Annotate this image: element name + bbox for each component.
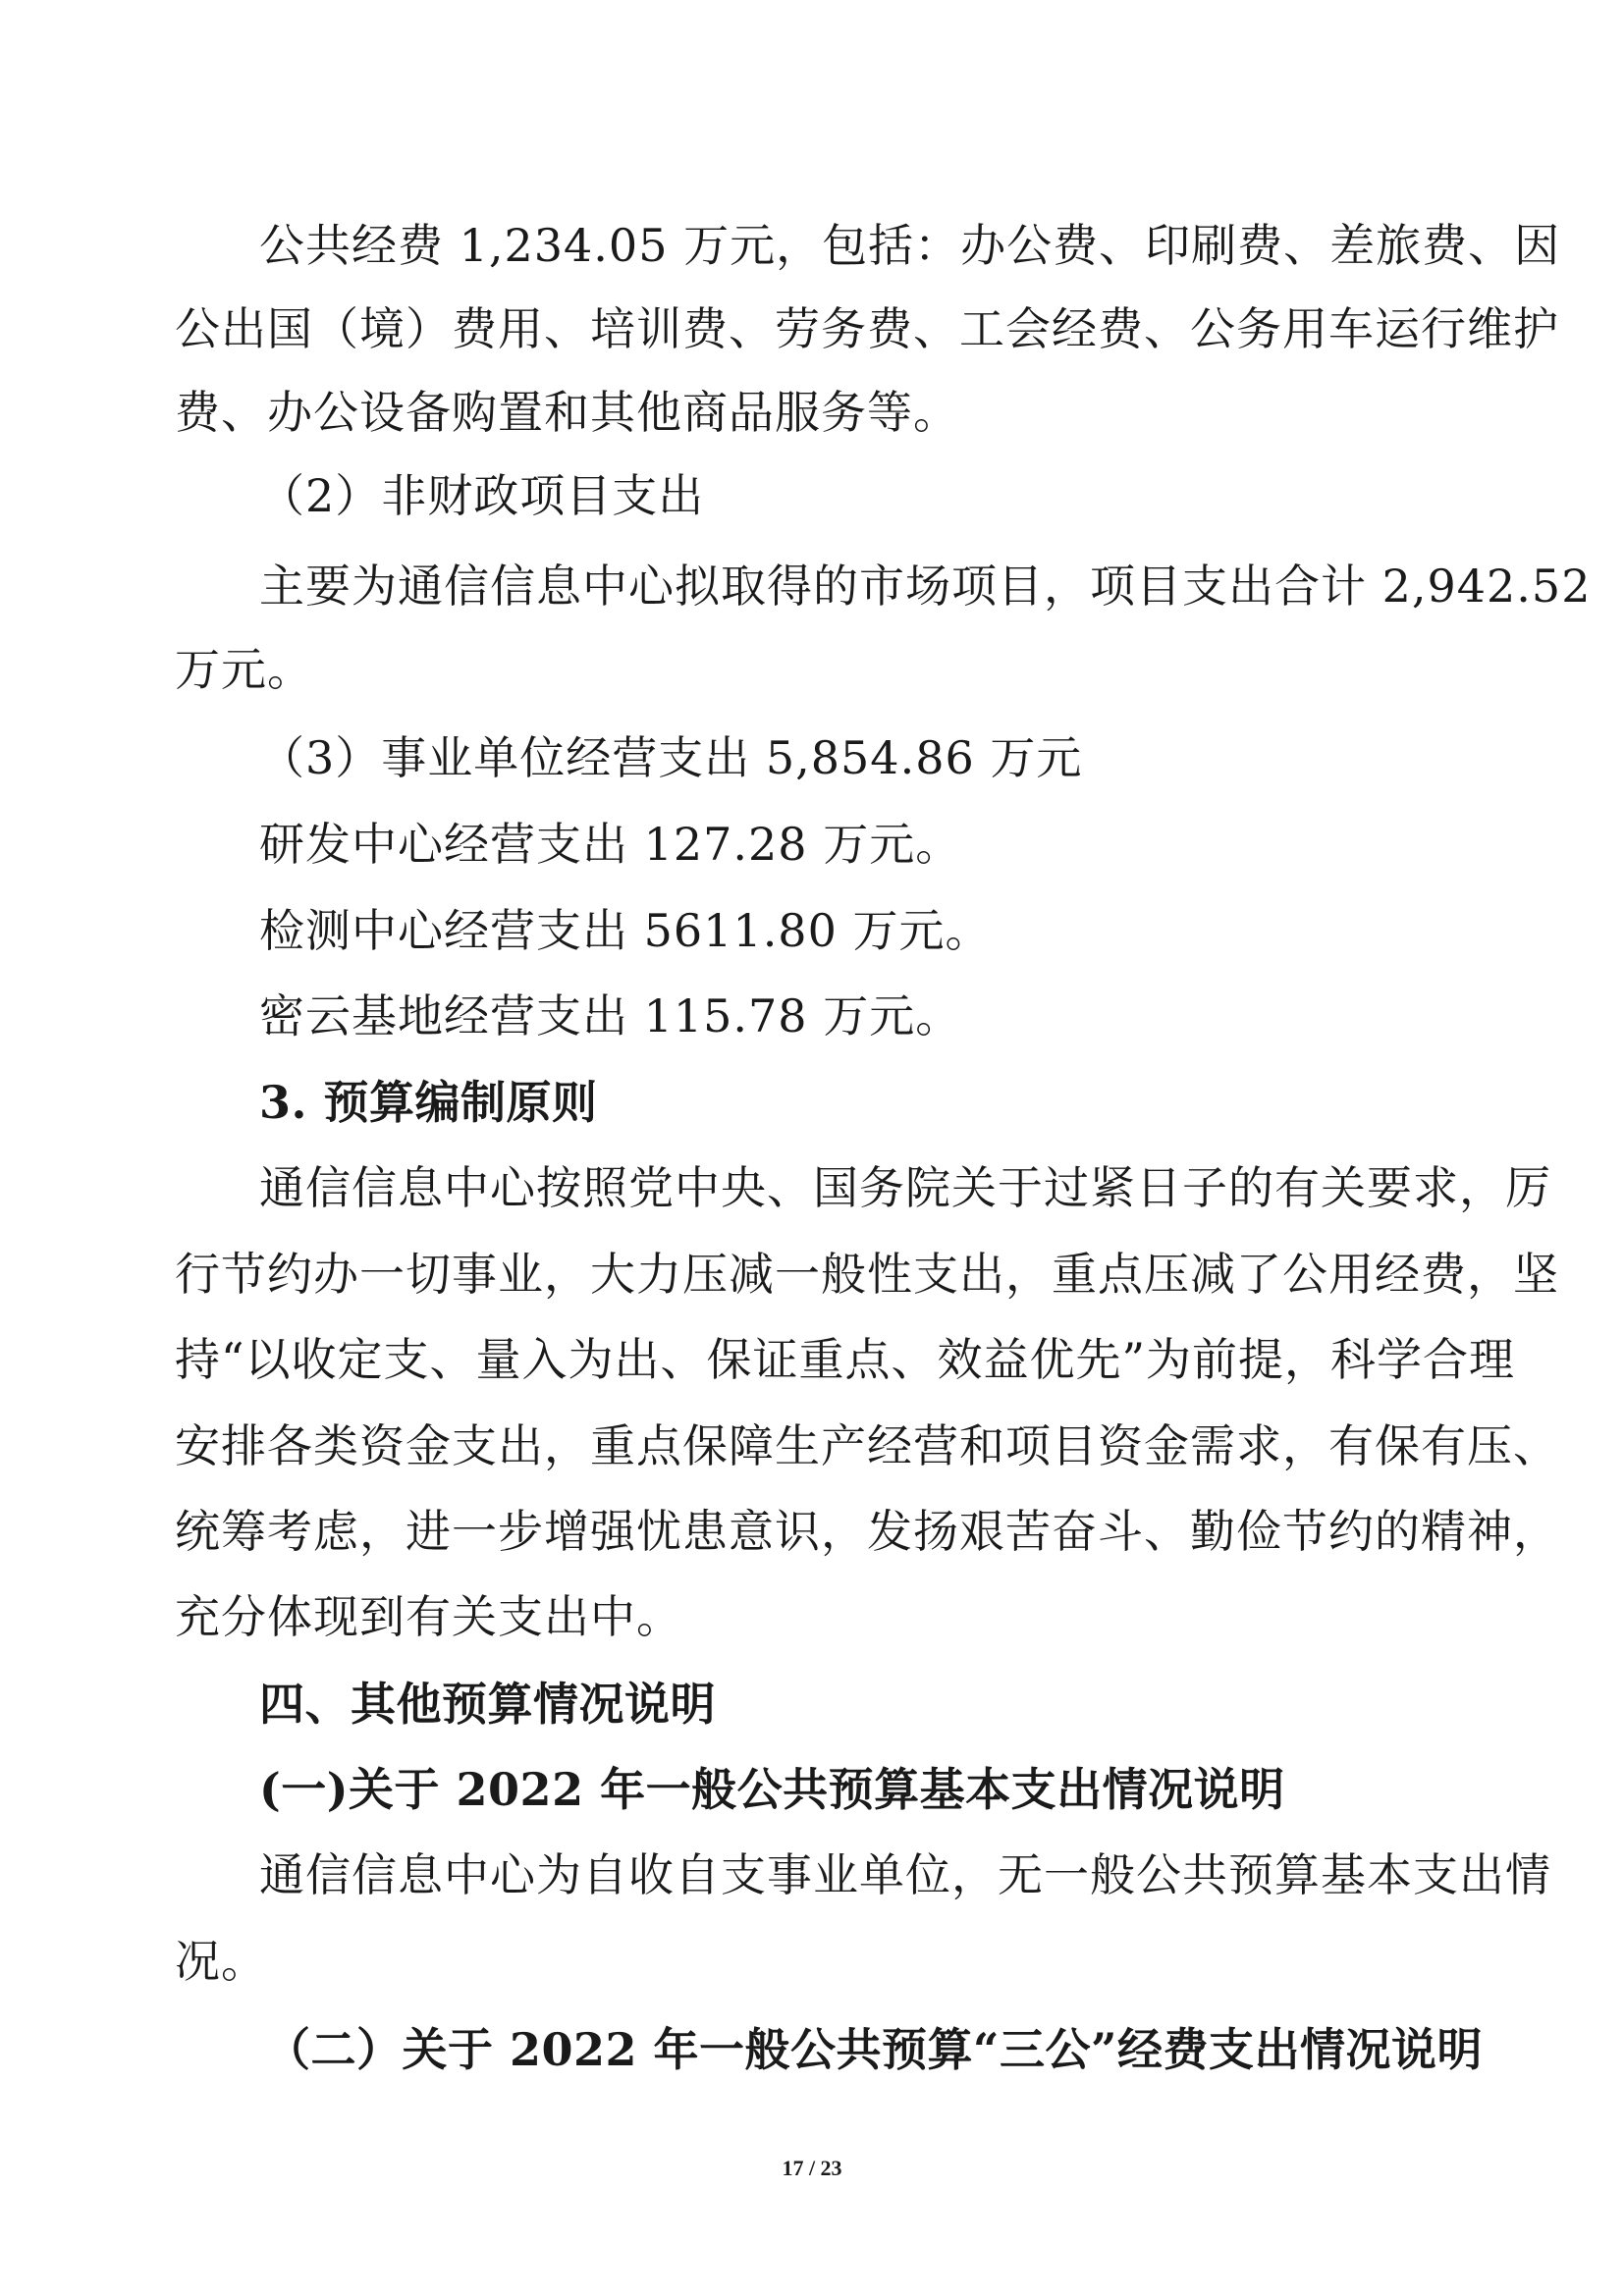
section-heading: 四、其他预算情况说明	[259, 1678, 716, 1731]
paragraph-line: 安排各类资金支出，重点保障生产经营和项目资金需求，有保有压、	[175, 1419, 1559, 1472]
paragraph-line: 况。	[175, 1935, 267, 1988]
paragraph-line: 万元。	[175, 643, 313, 696]
paragraph-line: 主要为通信信息中心拟取得的市场项目，项目支出合计 2,942.52	[259, 560, 1592, 613]
paragraph-line: 研发中心经营支出 127.28 万元。	[259, 818, 962, 871]
paragraph-line: 通信信息中心按照党中央、国务院关于过紧日子的有关要求，厉	[259, 1161, 1551, 1214]
paragraph-line: 行节约办一切事业，大力压减一般性支出，重点压减了公用经费，坚	[175, 1248, 1559, 1301]
subheading: （3）事业单位经营支出 5,854.86 万元	[259, 731, 1083, 784]
paragraph-line: 充分体现到有关支出中。	[175, 1590, 682, 1643]
paragraph-line: 公出国（境）费用、培训费、劳务费、工会经费、公务用车运行维护	[175, 302, 1559, 355]
subsection-heading: (一)关于 2022 年一般公共预算基本支出情况说明	[259, 1763, 1285, 1816]
subsection-heading: （二）关于 2022 年一般公共预算“三公”经费支出情况说明	[265, 2023, 1483, 2076]
paragraph-line: 公共经费 1,234.05 万元，包括：办公费、印刷费、差旅费、因	[259, 219, 1561, 272]
paragraph-line: 费、办公设备购置和其他商品服务等。	[175, 386, 959, 439]
section-heading: 3. 预算编制原则	[259, 1076, 598, 1129]
paragraph-line: 通信信息中心为自收自支事业单位，无一般公共预算基本支出情	[259, 1848, 1551, 1901]
subheading: （2）非财政项目支出	[259, 469, 705, 522]
paragraph-line: 检测中心经营支出 5611.80 万元。	[259, 904, 992, 957]
paragraph-line: 持“以收定支、量入为出、保证重点、效益优先”为前提，科学合理	[175, 1333, 1516, 1386]
paragraph-line: 统筹考虑，进一步增强忧患意识，发扬艰苦奋斗、勤俭节约的精神，	[175, 1505, 1559, 1558]
paragraph-line: 密云基地经营支出 115.78 万元。	[259, 989, 962, 1042]
page-number: 17 / 23	[782, 2156, 842, 2180]
